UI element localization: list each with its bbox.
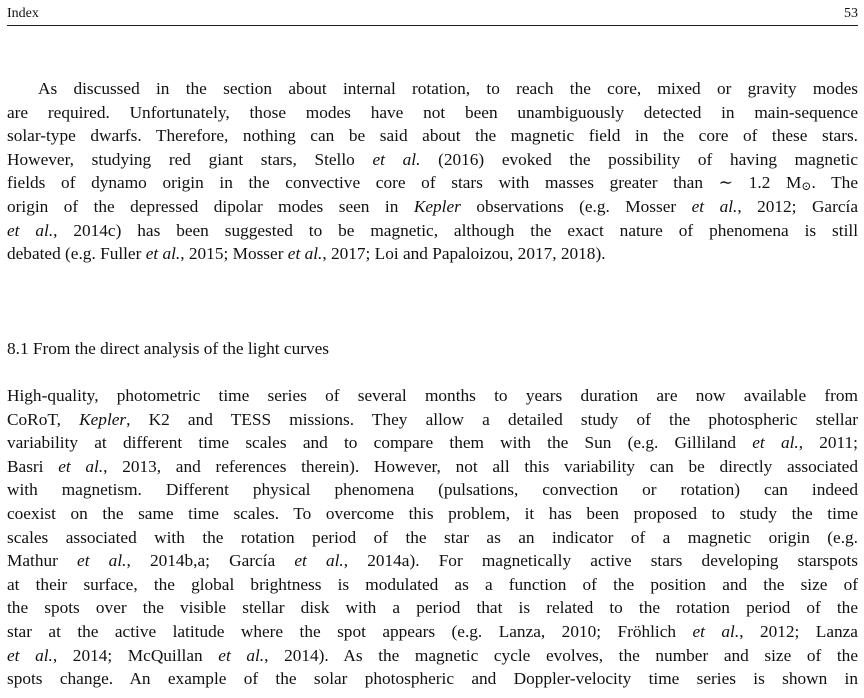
text-run: , 2014c) has been suggested to be magnetic, although the exact nature of phenomena is still	[53, 220, 858, 240]
text-run: , 2014a). For magnetically active stars developing starspots	[343, 551, 858, 571]
text-run: are required. Unfortunately, those modes have not been unambiguously detected in main-sequence	[7, 102, 858, 122]
text-line	[7, 408, 858, 432]
text-run: , K2 and TESS missions. They allow a detailed study of the photospheric stellar	[126, 409, 858, 429]
text-line	[7, 148, 858, 172]
text-line	[7, 195, 858, 219]
text-run: (2016) evoked the possibility of having magnetic	[420, 149, 858, 169]
text-line	[7, 242, 858, 266]
citation-etal: et al.	[7, 645, 53, 665]
citation-etal: et al.	[7, 220, 54, 240]
text-run: , 2014). As the magnetic cycle evolves, the number and size of the	[264, 645, 858, 665]
citation-etal: et al.	[58, 456, 104, 476]
running-header	[7, 3, 858, 26]
text-run: , 2014b,a; García	[126, 551, 295, 571]
text-run: , 2014; McQuillan	[52, 645, 219, 665]
text-line	[7, 573, 858, 597]
text-line	[7, 502, 858, 526]
text-line	[7, 644, 858, 668]
text-line	[7, 219, 858, 243]
text-run: , 2012; García	[737, 196, 858, 216]
citation-etal: et al.	[145, 244, 181, 264]
text-line	[7, 384, 858, 408]
text-run: , 2011;	[798, 433, 858, 453]
text-run: spots change. An example of the solar photospheric and Doppler-velocity time series is shown in	[7, 669, 858, 689]
text-line	[7, 620, 858, 644]
text-run: at their surface, the global brightness is modulated as a function of the position and the size of	[7, 574, 858, 594]
section-heading: 8.1 From the direct analysis of the light curves	[7, 339, 330, 358]
paragraph-magnetic-core	[7, 77, 858, 266]
text-run: scales associated with the rotation period of the star as an indicator of a magnetic origin (e.g.	[7, 527, 858, 547]
text-line	[7, 596, 858, 620]
citation-etal: et al.	[287, 244, 323, 264]
citation-etal: et al.	[752, 433, 799, 453]
mission-name: Kepler	[79, 409, 127, 429]
text-run: As discussed in the section about internal rotation, to reach the core, mixed or gravity modes	[38, 79, 858, 98]
citation-etal: et al.	[294, 551, 344, 571]
text-line	[7, 431, 858, 455]
text-run: , 2012; Lanza	[739, 621, 858, 641]
text-run: However, studying red giant stars, Stello	[7, 149, 373, 169]
text-line	[7, 549, 858, 573]
paragraph-light-curves	[7, 384, 858, 691]
page	[7, 0, 858, 698]
text-run: . The	[811, 173, 858, 193]
text-line	[7, 101, 858, 125]
text-run: variability at different time scales and to compare them with the Sun (e.g. Gilliland	[7, 433, 753, 453]
text-run: observations (e.g. Mosser	[460, 196, 692, 216]
mission-name: Kepler	[413, 196, 461, 216]
text-run: with magnetism. Different physical phenomena (pulsations, convection or rotation) can indeed	[7, 480, 858, 500]
text-run: the spots over the visible stellar disk with a period that is related to the rotation period of the	[7, 598, 858, 618]
solar-symbol: ⊙	[801, 179, 812, 194]
text-run: Basri	[7, 456, 59, 476]
text-run: star at the active latitude where the spot appears (e.g. Lanza, 2010; Fröhlich	[7, 621, 693, 641]
text-line	[7, 526, 858, 550]
citation-etal: et al.	[218, 645, 265, 665]
page-number: 53	[844, 6, 858, 21]
text-line	[7, 77, 858, 101]
text-line	[7, 667, 858, 691]
text-run: High-quality, photometric time series of several months to years duration are now available from	[7, 386, 858, 405]
text-run: , 2015; Mosser	[180, 244, 288, 264]
text-run: fields of dynamo origin in the convective core of stars with masses greater than ∼ 1.2 M	[7, 173, 802, 193]
text-run: coexist on the same time scales. To overcome this problem, it has been proposed to study the time	[7, 503, 858, 523]
text-run: Mathur	[7, 551, 78, 571]
citation-etal: et al.	[77, 551, 127, 571]
running-head-title: Index	[7, 6, 39, 21]
citation-etal: et al.	[692, 621, 740, 641]
text-run: solar-type dwarfs. Therefore, nothing can be said about the magnetic field in the core of these stars.	[7, 126, 858, 146]
text-line	[7, 171, 858, 195]
citation-etal: et al.	[691, 196, 738, 216]
text-line	[7, 478, 858, 502]
text-run: CoRoT,	[7, 409, 80, 429]
citation-etal: et al.	[372, 149, 421, 169]
text-run: , 2013, and references therein). However, not all this variability can be directly associated	[103, 456, 858, 476]
text-run: , 2017; Loi and Papaloizou, 2017, 2018).	[322, 244, 606, 264]
text-run: origin of the depressed dipolar modes seen in	[7, 196, 414, 216]
text-line	[7, 455, 858, 479]
text-run: debated (e.g. Fuller	[7, 244, 146, 264]
text-line	[7, 124, 858, 148]
